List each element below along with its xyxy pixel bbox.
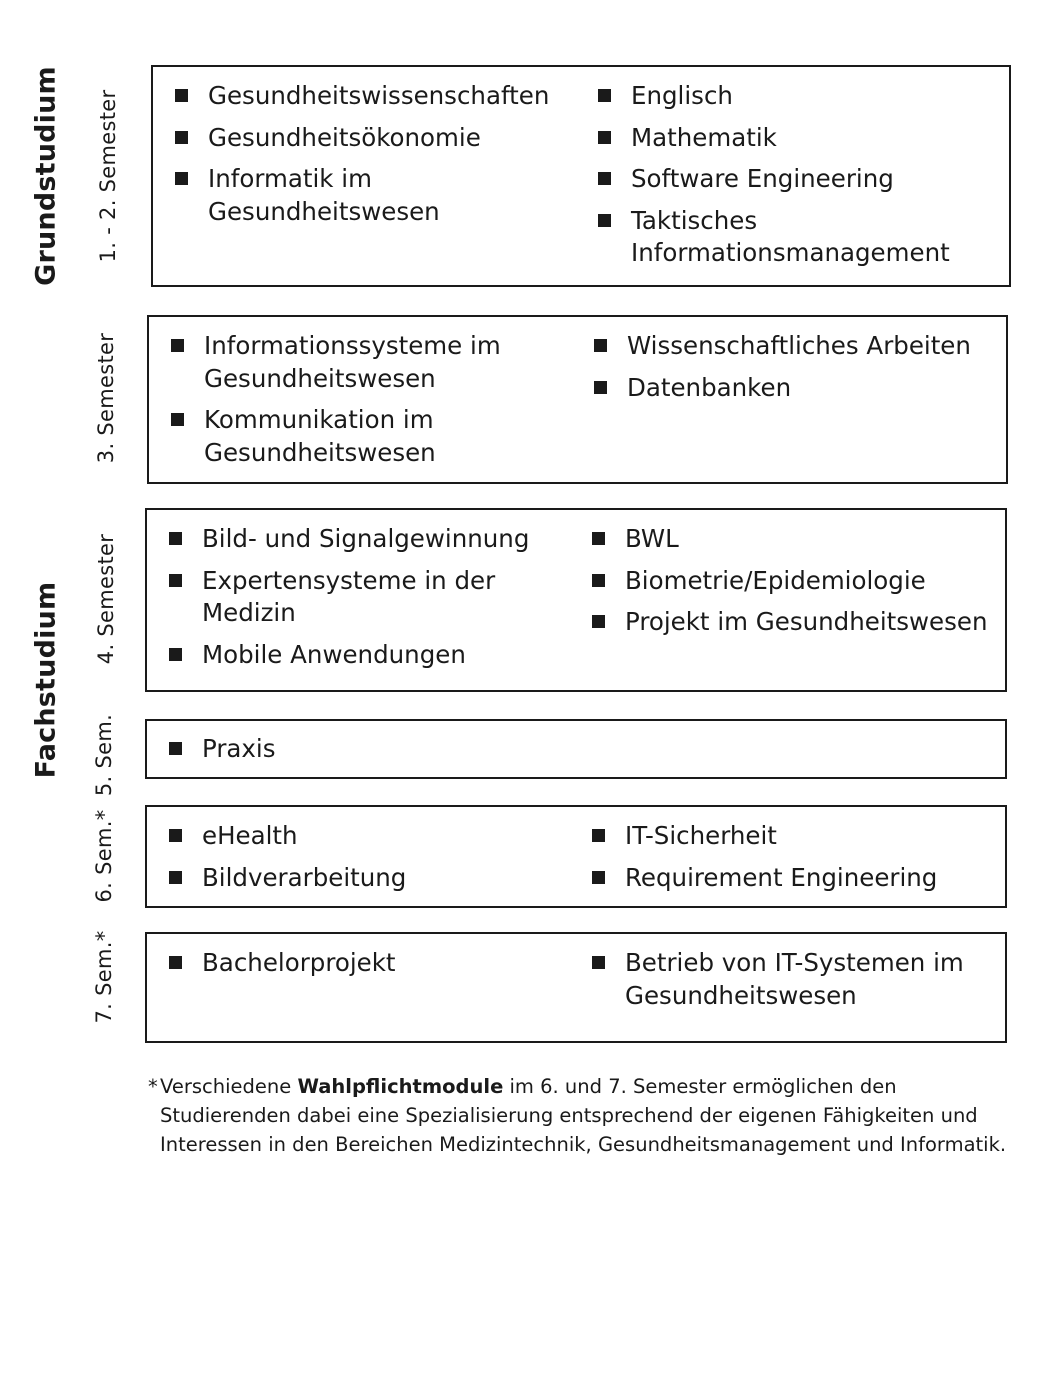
square-bullet-icon	[592, 956, 605, 969]
module-list-left	[171, 330, 571, 478]
module-item: Bild- und Signalgewinnung	[169, 523, 569, 556]
square-bullet-icon	[169, 871, 182, 884]
module-item: Praxis	[169, 733, 569, 766]
module-box-semester-7	[145, 932, 1007, 1043]
module-box-semester-4	[145, 508, 1007, 692]
module-item: Requirement Engineering	[592, 862, 992, 895]
module-item: Projekt im Gesundheitswesen	[592, 606, 992, 639]
module-item: Bachelorprojekt	[169, 947, 569, 980]
square-bullet-icon	[598, 131, 611, 144]
footnote	[148, 1072, 1028, 1159]
module-list-left	[169, 733, 569, 775]
square-bullet-icon	[592, 574, 605, 587]
square-bullet-icon	[598, 89, 611, 102]
square-bullet-icon	[175, 131, 188, 144]
module-item: Taktisches Informationsmanagement	[598, 205, 871, 270]
module-list-right	[592, 947, 992, 1021]
module-item: Mobile Anwendungen	[169, 639, 569, 672]
module-item: Informationssysteme im Gesundheitswesen	[171, 330, 534, 395]
square-bullet-icon	[592, 829, 605, 842]
module-item: Kommunikation im Gesundheitswesen	[171, 404, 504, 469]
square-bullet-icon	[169, 532, 182, 545]
square-bullet-icon	[169, 648, 182, 661]
module-item: Englisch	[598, 80, 998, 113]
module-list-right	[592, 523, 992, 648]
square-bullet-icon	[171, 413, 184, 426]
module-box-semester-1-2	[151, 65, 1011, 287]
square-bullet-icon	[169, 742, 182, 755]
module-list-right	[592, 820, 992, 903]
module-list-left	[169, 820, 569, 903]
square-bullet-icon	[594, 381, 607, 394]
module-item: Bildverarbeitung	[169, 862, 569, 895]
square-bullet-icon	[171, 339, 184, 352]
square-bullet-icon	[169, 829, 182, 842]
module-list-right	[598, 80, 998, 279]
square-bullet-icon	[169, 956, 182, 969]
module-box-semester-5	[145, 719, 1007, 779]
square-bullet-icon	[594, 339, 607, 352]
module-item: Expertensysteme in der Medizin	[169, 565, 532, 630]
square-bullet-icon	[592, 871, 605, 884]
module-list-left	[169, 947, 569, 989]
module-item: Wissenschaftliches Arbeiten	[594, 330, 994, 363]
square-bullet-icon	[598, 214, 611, 227]
module-box-semester-6	[145, 805, 1007, 908]
footnote-emphasis: Wahlpflichtmodule	[297, 1075, 504, 1098]
module-item: Informatik im Gesundheitswesen	[175, 163, 508, 228]
square-bullet-icon	[592, 532, 605, 545]
module-item: Mathematik	[598, 122, 998, 155]
module-item: eHealth	[169, 820, 569, 853]
square-bullet-icon	[175, 89, 188, 102]
module-list-left	[175, 80, 575, 237]
module-list-left	[169, 523, 569, 680]
module-item: Gesundheitsökonomie	[175, 122, 575, 155]
module-item: Gesundheitswissenschaften	[175, 80, 575, 113]
module-item: BWL	[592, 523, 992, 556]
module-item: IT-Sicherheit	[592, 820, 992, 853]
module-item: Betrieb von IT-Systemen im Gesundheitswesen	[592, 947, 995, 1012]
module-item: Biometrie/Epidemiologie	[592, 565, 992, 598]
footnote-text: Verschiedene Wahlpflichtmodule im 6. und 7. Semester ermöglichen den Studierenden dabei eine Spezialisierung entsprechend der eigenen Fähigkeiten und Interessen in den Bereichen Medizintechnik, Gesundheitsmanagement und Informatik.	[160, 1075, 1007, 1156]
square-bullet-icon	[175, 172, 188, 185]
module-list-right	[594, 330, 994, 413]
module-item: Software Engineering	[598, 163, 998, 196]
module-item: Datenbanken	[594, 372, 994, 405]
module-box-semester-3	[147, 315, 1008, 484]
square-bullet-icon	[598, 172, 611, 185]
square-bullet-icon	[592, 615, 605, 628]
footnote-asterisk: *	[148, 1075, 158, 1098]
square-bullet-icon	[169, 574, 182, 587]
